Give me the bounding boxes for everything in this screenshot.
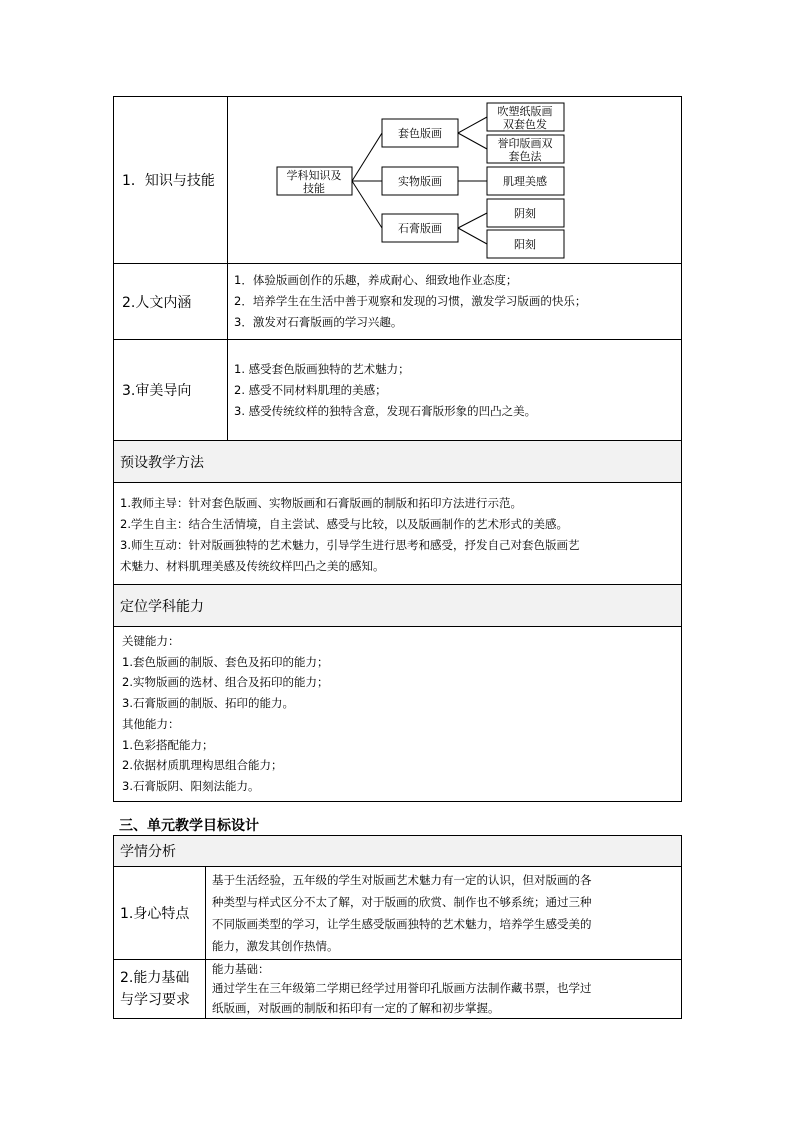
diagram-root-line2: 技能 [303,182,325,195]
unit-goals-table [113,835,682,1019]
ability-line: 1.色彩搭配能力； [122,737,214,752]
body-mind-line: 能力，激发其创作热情。 [212,939,339,953]
methods-line: 2.学生自主：结合生活情境，自主尝试、感受与比较，以及版画制作的艺术形式的美感。 [120,516,568,531]
aesthetic-content [228,340,682,441]
goals-table [113,96,682,802]
body-mind-line: 种类型与样式区分不太了解，对于版画的欣赏、制作也不够系统；通过三种 [212,895,592,909]
ability-line: 3.石膏版画的制版、拓印的能力。 [122,696,294,711]
diagram-leaf-line2: 双套色发 [503,118,547,131]
aesthetic-label: 3.审美导向 [114,340,228,441]
knowledge-diagram-cell [228,97,682,264]
methods-line: 术魅力、材料肌理美感及传统纹样凹凸之美的感知。 [120,558,385,573]
section-title: 三、单元教学目标设计 [119,818,259,834]
humanities-label: 2.人文内涵 [114,264,228,340]
ability-basis-line: 能力基础： [212,962,270,976]
knowledge-label: 1．知识与技能 [114,97,228,264]
ability-basis-label [114,960,206,1019]
ability-line: 其他能力： [122,716,180,731]
ability-line: 2.实物版画的选材、组合及拓印的能力； [122,675,329,690]
ability-line: 1.套色版画的制版、套色及拓印的能力； [122,654,329,669]
methods-content [114,483,682,585]
knowledge-diagram [228,97,680,263]
body-mind-line: 不同版画类型的学习，让学生感受版画独特的艺术魅力，培养学生感受美的 [212,917,592,931]
ability-basis-label-line: 与学习要求 [120,992,190,1008]
diagram-leaf-line1: 誉印版画双 [497,137,553,150]
ability-line: 2.依据材质肌理构思组合能力； [122,758,283,773]
aesthetic-line: 1. 感受套色版画独特的艺术魅力； [234,361,410,376]
aesthetic-line: 2. 感受不同材料肌理的美感； [234,382,387,397]
ability-line: 关键能力： [122,634,180,648]
ability-heading: 定位学科能力 [114,585,682,627]
diagram-branch-label: 石膏版画 [398,222,442,235]
methods-line: 1.教师主导：针对套色版画、实物版画和石膏版画的制版和拓印方法进行示范。 [120,495,522,510]
diagram-leaf-line1: 吹塑纸版画 [497,105,553,118]
diagram-leaf-line2: 套色法 [508,150,542,163]
body-mind-label: 1.身心特点 [114,867,206,960]
body-mind-line: 基于生活经验，五年级的学生对版画艺术魅力有一定的认识，但对版画的各 [212,873,592,887]
humanities-line: 3．激发对石膏版画的学习兴趣。 [234,315,403,329]
ability-content [114,627,682,802]
ability-basis-content [206,960,682,1019]
humanities-line: 2．培养学生在生活中善于观察和发现的习惯，激发学习版画的快乐； [234,294,587,308]
humanities-content [228,264,682,340]
diagram-leaf-label: 阴刻 [514,207,536,220]
ability-basis-label-line: 2.能力基础 [120,970,190,986]
aesthetic-line: 3. 感受传统纹样的独特含意，发现石膏版形象的凹凸之美。 [234,403,537,418]
ability-basis-line: 通过学生在三年级第二学期已经学过用誉印孔版画方法制作藏书票，也学过 [212,981,592,995]
diagram-branch-label: 实物版画 [398,175,442,188]
ability-line: 3.石膏版阴、阳刻法能力。 [122,778,260,793]
methods-line: 3.师生互动：针对版画独特的艺术魅力，引导学生进行思考和感受，抒发自己对套色版画艺 [120,537,580,552]
diagram-leaf-label: 肌理美感 [503,175,547,188]
diagram-leaf-label: 阳刻 [514,238,536,251]
analysis-heading: 学情分析 [114,836,682,867]
diagram-branch-label: 套色版画 [398,127,442,140]
methods-heading: 预设教学方法 [114,441,682,483]
diagram-root-line1: 学科知识及 [286,169,342,182]
humanities-line: 1．体验版画创作的乐趣，养成耐心、细致地作业态度； [234,273,518,287]
body-mind-content [206,867,682,960]
ability-basis-line: 纸版画，对版画的制版和拓印有一定的了解和初步掌握。 [212,1001,500,1015]
